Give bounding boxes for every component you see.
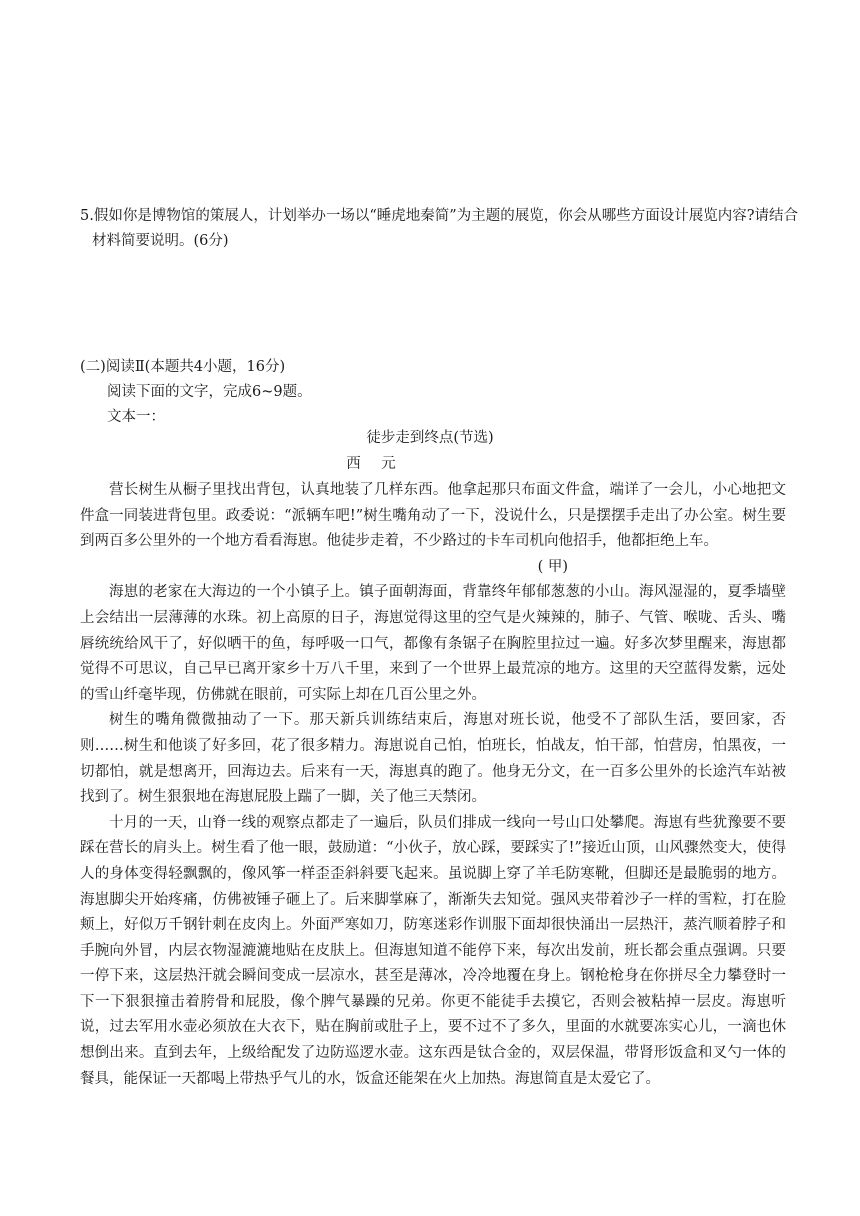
question-5: 5.假如你是博物馆的策展人，计划举办一场以“睡虎地秦简”为主题的展览，你会从哪些方面设计展览内容?请结合材料简要说明。(6分): [80, 208, 798, 249]
paragraph-1: 营长树生从橱子里找出背包，认真地装了几样东西。他拿起那只布面文件盒，端详了一会儿，小心地把文件盒一同装进背包里。政委说：“派辆车吧!”树生嘴角动了一下，没说什么，只是摆摆手走出了办公室。树生要到两百多公里外的一个地方看看海崽。他徒步走着，不少路过的卡车司机向他招手，他都拒绝上车。: [80, 482, 786, 550]
text-label: 文本一：: [107, 409, 165, 425]
paragraph-2: 海崽的老家在大海边的一个小镇子上。镇子面朝海面，背靠终年郁郁葱葱的小山。海风湿湿的，夏季墙壁上会结出一层薄薄的水珠。初上高原的日子，海崽觉得这里的空气是火辣辣的，肺子、气管、喉咙、舌头、嘴唇统统给风干了，好似晒干的鱼，每呼吸一口气，都像有条锯子在胸腔里拉过一遍。好多次梦里醒来，海崽都觉得不可思议，自己早已离开家乡十万八千里，来到了一个世界上最荒凉的地方。这里的天空蓝得发紫，远处的雪山纤毫毕现，仿佛就在眼前，可实际上却在几百公里之外。: [80, 584, 786, 703]
section-heading: (二)阅读Ⅱ(本题共4小题，16分): [80, 359, 286, 375]
article-author: 西 元: [346, 456, 404, 472]
blank-marker-jia: ( 甲): [537, 558, 568, 575]
paragraph-4: 十月的一天，山脊一线的观察点都走了一遍后，队员们排成一线向一号山口处攀爬。海崽有些犹豫要不要踩在营长的肩头上。树生看了他一眼，鼓励道：“小伙子，放心踩，要踩实了!”接近山顶，山风骤然变大，使得人的身体变得轻飘飘的，像风筝一样歪歪斜斜要飞起来。虽说脚上穿了羊毛防寒靴，但脚还是最脆弱的地方。海崽脚尖开始疼痛，仿佛被锤子砸上了。后来脚掌麻了，渐渐失去知觉。强风夹带着沙子一样的雪粒，打在脸颊上，好似万千钢针刺在皮肉上。外面严寒如刀，防寒迷彩作训服下面却很快涌出一层热汗，蒸汽顺着脖子和手腕向外冒，内层衣物湿漉漉地贴在皮肤上。但海崽知道不能停下来，每次出发前，班长都会重点强调。只要一停下来，这层热汗就会瞬间变成一层凉水，甚至是薄冰，冷冷地覆在身上。钢枪枪身在你拼尽全力攀登时一下一下狠狠撞击着胯骨和屁股，像个脾气暴躁的兄弟。你更不能徒手去摸它，否则会被粘掉一层皮。海崽听说，过去军用水壶必须放在大衣下，贴在胸前或肚子上，要不过不了多久，里面的水就要冻实心儿，一滴也休想倒出来。直到去年，上级给配发了边防巡逻水壶。这东西是钛合金的，双层保温，带肾形饭盒和叉勺一体的餐具，能保证一天都喝上带热乎气儿的水，饭盒还能架在火上加热。海崽简直是太爱它了。: [80, 814, 786, 1087]
reading-instruction: 阅读下面的文字，完成6~9题。: [107, 384, 312, 400]
article-title: 徒步走到终点(节选): [366, 430, 494, 446]
article-body: [80, 478, 786, 1092]
paragraph-3: 树生的嘴角微微抽动了一下。那天新兵训练结束后，海崽对班长说，他受不了部队生活，要回家，否则……树生和他谈了好多回，花了很多精力。海崽说自己怕，怕班长，怕战友，怕干部，怕营房，怕黑夜，一切都怕，就是想离开，回海边去。后来有一天，海崽真的跑了。他身无分文，在一百多公里外的长途汽车站被找到了。树生狠狠地在海崽屁股上踹了一脚，关了他三天禁闭。: [80, 712, 786, 806]
